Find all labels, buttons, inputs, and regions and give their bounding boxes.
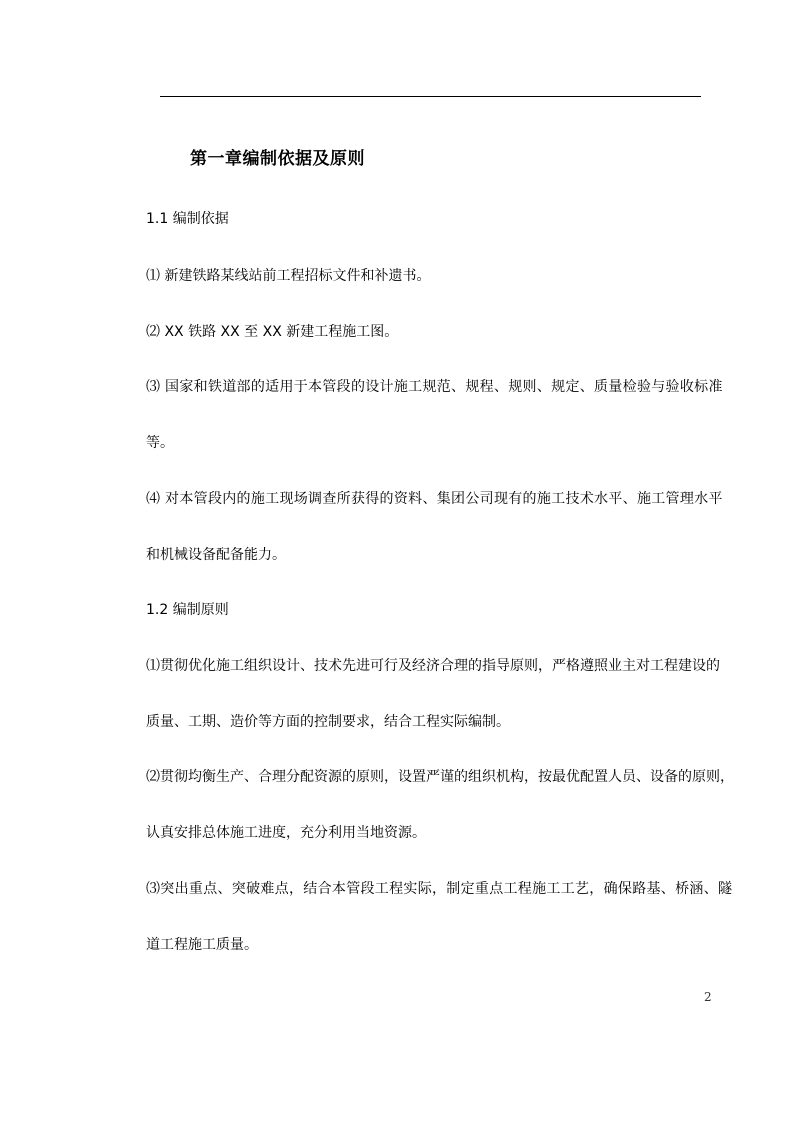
principle-item-1-line-2: 质量、工期、造价等方面的控制要求，结合工程实际编制。 xyxy=(146,714,510,730)
principle-item-3-line-2: 道工程施工质量。 xyxy=(146,937,258,953)
basis-item-3-line-1: ⑶ 国家和铁道部的适用于本管段的设计施工规范、规程、规则、规定、质量检验与验收标准 xyxy=(146,379,723,395)
principle-item-2-line-2: 认真安排总体施工进度，充分利用当地资源。 xyxy=(146,825,426,841)
principle-item-2-line-1: ⑵贯彻均衡生产、合理分配资源的原则，设置严谨的组织机构，按最优配置人员、设备的原则， xyxy=(146,769,734,785)
header-rule xyxy=(160,96,701,97)
section-heading-basis: 1.1 编制依据 xyxy=(146,211,229,227)
basis-item-1: ⑴ 新建铁路某线站前工程招标文件和补遗书。 xyxy=(146,268,431,284)
basis-item-2: ⑵ XX 铁路 XX 至 XX 新建工程施工图。 xyxy=(146,324,399,340)
principle-item-3-line-1: ⑶突出重点、突破难点，结合本管段工程实际，制定重点工程施工工艺，确保路基、桥涵、隧 xyxy=(146,881,733,897)
basis-item-3-line-2: 等。 xyxy=(146,435,174,451)
basis-item-4-line-2: 和机械设备配备能力。 xyxy=(146,547,286,563)
basis-item-4-line-1: ⑷ 对本管段内的施工现场调查所获得的资料、集团公司现有的施工技术水平、施工管理水平 xyxy=(146,491,723,507)
principle-item-1-line-1: ⑴贯彻优化施工组织设计、技术先进可行及经济合理的指导原则，严格遵照业主对工程建设的 xyxy=(146,658,720,674)
chapter-title: 第一章编制依据及原则 xyxy=(190,149,365,169)
page-number: 2 xyxy=(704,990,712,1004)
section-heading-principles: 1.2 编制原则 xyxy=(146,602,229,618)
